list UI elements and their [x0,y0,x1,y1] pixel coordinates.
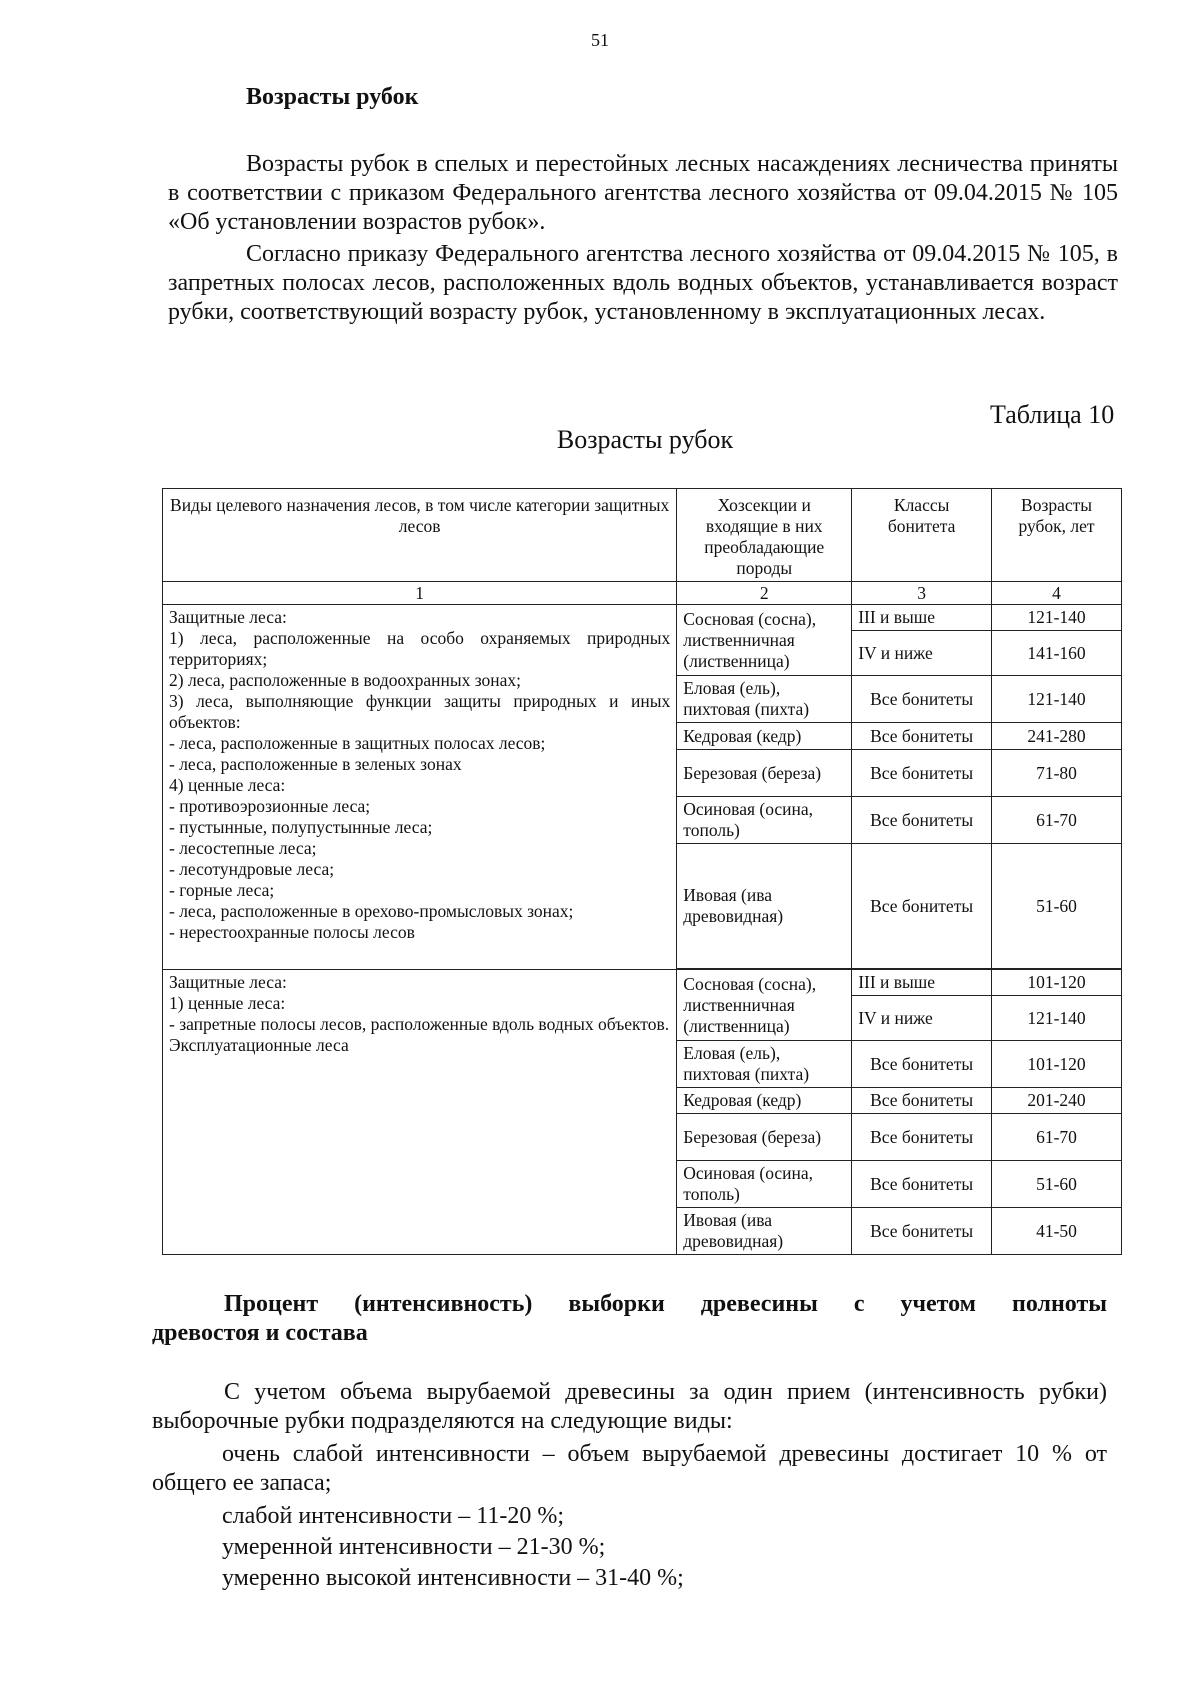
site-class-high: III и выше [852,970,992,996]
section-heading-selection-intensity [152,1290,1107,1348]
cutting-age: 121-140 [992,676,1122,723]
category-line: - пустынные, полупустынные леса; [169,817,433,837]
section-pine-larch: Сосновая (сосна), лиственничная (лиственница) [677,605,852,676]
section-cedar: Кедровая (кедр) [677,723,852,750]
paragraph-order-reference [168,240,1118,327]
cutting-age: 61-70 [992,1114,1122,1161]
column-number: 1 [163,582,677,605]
category-line: 1) ценные леса: [169,993,286,1013]
category-line: 2) леса, расположенные в водоохранных зонах; [169,670,522,690]
category-line: - нерестоохранные полосы лесов [169,922,415,942]
category-line: - противоэрозионные леса; [169,796,371,816]
site-class-all: Все бонитеты [852,676,992,723]
header-forest-purpose: Виды целевого назначения лесов, в том числе категории защитных лесов [163,489,677,582]
list-item-weak: слабой интенсивности – 11-20 %; [222,1503,565,1529]
category-line: - леса, расположенные в зеленых зонах [169,754,462,774]
forest-category-cell-prohibited-strips [163,970,677,1255]
cutting-age: 71-80 [992,750,1122,797]
section-willow: Ивовая (ива древовидная) [677,1208,852,1255]
list-item-moderately-high: умеренно высокой интенсивности – 31-40 %; [222,1565,684,1591]
table-title: Возрасты рубок [556,425,734,454]
paragraph-text: Согласно приказу Федерального агентства лесного хозяйства от 09.04.2015 № 105, в запретных полосах лесов, расположенных вдоль водных объектов, устанавливается возраст рубки, соответствующий возрасту рубок, установленному в эксплуатационных лесах. [168,241,1118,325]
cutting-age: 241-280 [992,723,1122,750]
paragraph-intensity-intro [152,1378,1107,1436]
table-row [163,605,1122,631]
category-line: - горные леса; [169,880,275,900]
section-aspen-poplar: Осиновая (осина, тополь) [677,1161,852,1208]
section-birch: Березовая (береза) [677,1114,852,1161]
paragraph-text: С учетом объема вырубаемой древесины за один прием (интенсивность рубки) выборочные рубки подразделяются на следующие виды: [152,1379,1107,1434]
column-number-row [163,582,1122,605]
cutting-age: 121-140 [992,605,1122,631]
section-heading-cutting-ages: Возрасты рубок [246,84,419,110]
cutting-age: 201-240 [992,1088,1122,1114]
list-item-moderate: умеренной интенсивности – 21-30 %; [222,1534,606,1560]
paragraph-cutting-ages-intro [168,150,1118,237]
cutting-age: 51-60 [992,844,1122,969]
section-spruce-fir: Еловая (ель), пихтовая (пихта) [677,676,852,723]
site-class-all: Все бонитеты [852,723,992,750]
category-line: 3) леса, выполняющие функции защиты природных и иных объектов: [169,691,671,732]
section-cedar: Кедровая (кедр) [677,1088,852,1114]
table-row [163,970,1122,996]
paragraph-text: Возрасты рубок в спелых и перестойных лесных насаждениях лесничества приняты в соответствии с приказом Федерального агентства лесного хозяйства от 09.04.2015 № 105 «Об установлении возрастов рубок». [168,151,1118,235]
column-number: 3 [852,582,992,605]
section-aspen-poplar: Осиновая (осина, тополь) [677,797,852,844]
table-number: Таблица 10 [990,400,1115,429]
category-line: Эксплуатационные леса [169,1035,349,1055]
cutting-age: 41-50 [992,1208,1122,1255]
page-number: 51 [591,30,609,50]
category-line: - леса, расположенные в орехово-промысловых зонах; [169,901,574,921]
category-line: 1) леса, расположенные на особо охраняемых природных территориях; [169,628,671,669]
section-spruce-fir: Еловая (ель), пихтовая (пихта) [677,1041,852,1088]
section-birch: Березовая (береза) [677,750,852,797]
list-item-very-weak [152,1440,1107,1498]
forest-category-cell-protective [163,605,677,970]
header-site-class: Классы бонитета [852,489,992,582]
site-class-all: Все бонитеты [852,797,992,844]
header-cutting-age: Возрасты рубок, лет [992,489,1122,582]
cutting-age: 51-60 [992,1161,1122,1208]
section-pine-larch: Сосновая (сосна), лиственничная (лиственница) [677,970,852,1041]
site-class-all: Все бонитеты [852,844,992,969]
column-number: 2 [677,582,852,605]
header-economic-section: Хозсекции и входящие в них преобладающие породы [677,489,852,582]
cutting-age: 141-160 [992,631,1122,676]
category-line: 4) ценные леса: [169,775,286,795]
cutting-age: 121-140 [992,996,1122,1041]
site-class-all: Все бонитеты [852,1088,992,1114]
site-class-low: IV и ниже [852,996,992,1041]
category-line: Защитные леса: [169,607,287,627]
category-line: - лесотундровые леса; [169,859,335,879]
site-class-low: IV и ниже [852,631,992,676]
section-willow: Ивовая (ива древовидная) [677,844,852,969]
site-class-all: Все бонитеты [852,1161,992,1208]
heading-line: Процент (интенсивность) выборки древесины с учетом полноты [224,1291,1107,1317]
category-line: - лесостепные леса; [169,838,317,858]
category-line: - запретные полосы лесов, расположенные вдоль водных объектов. [169,1014,670,1034]
category-line: - леса, расположенные в защитных полосах лесов; [169,733,546,753]
site-class-all: Все бонитеты [852,1208,992,1255]
list-item-text: очень слабой интенсивности – объем вырубаемой древесины достигает 10 % от общего ее запаса; [152,1441,1107,1496]
column-number: 4 [992,582,1122,605]
category-line: Защитные леса: [169,972,287,992]
cutting-ages-table [162,488,1122,1255]
cutting-age: 101-120 [992,1041,1122,1088]
site-class-high: III и выше [852,605,992,631]
cutting-age: 61-70 [992,797,1122,844]
site-class-all: Все бонитеты [852,1114,992,1161]
site-class-all: Все бонитеты [852,1041,992,1088]
heading-line: древостоя и состава [152,1320,368,1346]
cutting-age: 101-120 [992,970,1122,996]
site-class-all: Все бонитеты [852,750,992,797]
table-header-row [163,489,1122,582]
